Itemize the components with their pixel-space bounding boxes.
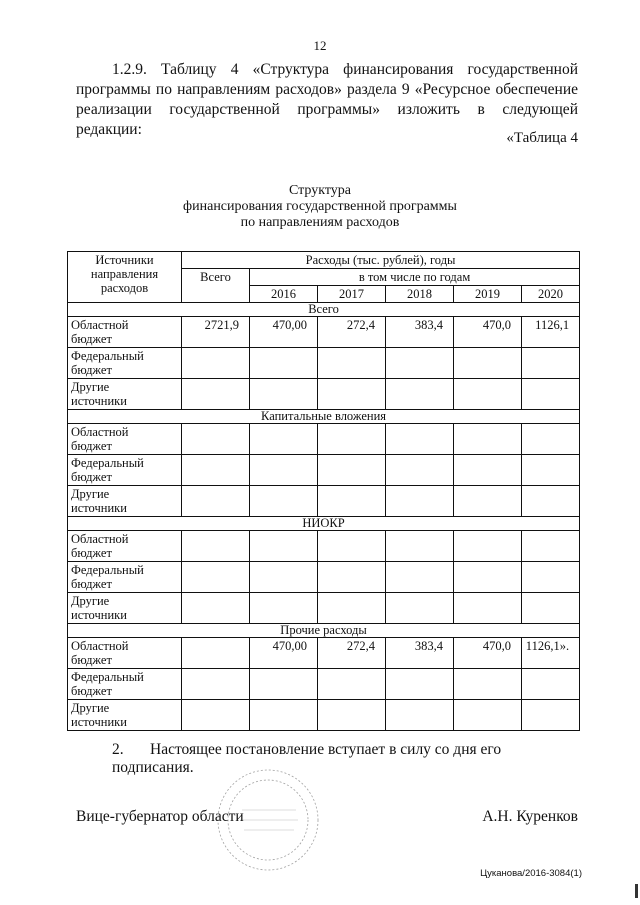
- cell-v2020: [522, 593, 580, 624]
- cell-v2019: 470,0: [454, 638, 522, 669]
- row-label: [68, 486, 182, 517]
- cell-v2016: [250, 531, 318, 562]
- row-label-line-1: Федеральный: [71, 563, 144, 577]
- cell-v2020: [522, 379, 580, 410]
- row-label: [68, 424, 182, 455]
- table-heading: [0, 183, 640, 231]
- header-year: 2019: [454, 286, 522, 303]
- row-label-line-2: бюджет: [71, 332, 112, 346]
- row-label: [68, 455, 182, 486]
- cell-v2017: [318, 486, 386, 517]
- cell-total: [182, 531, 250, 562]
- cell-v2020: [522, 486, 580, 517]
- page-number: 12: [313, 38, 327, 53]
- header-by-years: в том числе по годам: [250, 269, 580, 286]
- financing-table: [67, 251, 580, 731]
- cell-v2020: 1126,1».: [522, 638, 580, 669]
- table-row: [68, 424, 580, 455]
- cell-total: [182, 348, 250, 379]
- cell-v2020: [522, 531, 580, 562]
- document-code: Цуканова/2016-3084(1): [480, 868, 582, 879]
- amendment-paragraph: 1.2.9. Таблицу 4 «Структура финансирования государственной программы по направлениям расходов» раздела 9 «Ресурсное обеспечение реализации государственной программы» изложить в следующей редакции:: [76, 61, 578, 138]
- cell-v2018: [386, 348, 454, 379]
- cell-v2018: [386, 531, 454, 562]
- row-label: [68, 348, 182, 379]
- cell-v2017: [318, 348, 386, 379]
- heading-line-3: по направлениям расходов: [240, 215, 400, 230]
- header-year: 2020: [522, 286, 580, 303]
- cell-v2020: [522, 700, 580, 731]
- cell-v2019: [454, 593, 522, 624]
- cell-v2016: [250, 669, 318, 700]
- table-row: [68, 531, 580, 562]
- cell-v2018: [386, 593, 454, 624]
- scan-edge-mark: [635, 884, 638, 898]
- cell-v2017: [318, 593, 386, 624]
- cell-v2018: [386, 700, 454, 731]
- effective-paragraph: [112, 741, 582, 777]
- header-year: 2018: [386, 286, 454, 303]
- heading-line-2: финансирования государственной программы: [183, 199, 457, 214]
- paragraph-text: Настоящее постановление вступает в силу со дня его подписания.: [112, 741, 502, 776]
- row-label: [68, 562, 182, 593]
- cell-v2019: [454, 562, 522, 593]
- paragraph-number: 2.: [112, 741, 124, 758]
- cell-total: [182, 379, 250, 410]
- cell-total: [182, 593, 250, 624]
- cell-v2020: [522, 562, 580, 593]
- cell-v2019: [454, 455, 522, 486]
- row-label-line-1: Областной: [71, 639, 129, 653]
- cell-total: [182, 700, 250, 731]
- cell-v2016: [250, 455, 318, 486]
- table-row: [68, 455, 580, 486]
- table-row: [68, 379, 580, 410]
- row-label-line-1: Областной: [71, 318, 129, 332]
- row-label-line-2: бюджет: [71, 577, 112, 591]
- section-row: [68, 410, 580, 424]
- header-expenses: Расходы (тыс. рублей), годы: [182, 252, 580, 269]
- cell-v2016: [250, 424, 318, 455]
- cell-v2019: [454, 669, 522, 700]
- cell-v2018: [386, 379, 454, 410]
- row-label: [68, 379, 182, 410]
- row-label: [68, 593, 182, 624]
- table-row: [68, 669, 580, 700]
- section-title: НИОКР: [68, 517, 580, 531]
- cell-v2017: [318, 531, 386, 562]
- cell-v2019: [454, 531, 522, 562]
- row-label: [68, 669, 182, 700]
- row-label-line-2: бюджет: [71, 684, 112, 698]
- table-row: [68, 562, 580, 593]
- cell-total: [182, 424, 250, 455]
- signatory-name: А.Н. Куренков: [482, 808, 578, 825]
- table-row: [68, 317, 580, 348]
- cell-v2020: [522, 424, 580, 455]
- row-label-line-1: Другие: [71, 487, 110, 501]
- table-row: [68, 348, 580, 379]
- cell-v2018: 383,4: [386, 638, 454, 669]
- cell-v2020: 1126,1: [522, 317, 580, 348]
- cell-v2018: 383,4: [386, 317, 454, 348]
- cell-v2020: [522, 669, 580, 700]
- row-label-line-2: бюджет: [71, 653, 112, 667]
- row-label-line-1: Другие: [71, 594, 110, 608]
- table-row: [68, 486, 580, 517]
- cell-total: [182, 638, 250, 669]
- row-label-line-1: Областной: [71, 532, 129, 546]
- row-label-line-1: Федеральный: [71, 349, 144, 363]
- cell-v2018: [386, 486, 454, 517]
- cell-v2017: 272,4: [318, 317, 386, 348]
- header-year: 2016: [250, 286, 318, 303]
- cell-v2019: [454, 348, 522, 379]
- row-label-line-2: источники: [71, 501, 127, 515]
- cell-v2016: [250, 593, 318, 624]
- cell-v2020: [522, 348, 580, 379]
- cell-v2017: [318, 562, 386, 593]
- cell-total: [182, 486, 250, 517]
- cell-v2017: [318, 669, 386, 700]
- cell-v2018: [386, 669, 454, 700]
- cell-v2020: [522, 455, 580, 486]
- cell-v2018: [386, 455, 454, 486]
- cell-v2017: [318, 455, 386, 486]
- row-label-line-2: бюджет: [71, 470, 112, 484]
- cell-v2016: 470,00: [250, 317, 318, 348]
- row-label: [68, 700, 182, 731]
- cell-total: 2721,9: [182, 317, 250, 348]
- row-label-line-2: бюджет: [71, 546, 112, 560]
- row-label-line-2: бюджет: [71, 363, 112, 377]
- row-label-line-1: Областной: [71, 425, 129, 439]
- cell-v2018: [386, 424, 454, 455]
- table-row: [68, 593, 580, 624]
- row-label-line-2: бюджет: [71, 439, 112, 453]
- row-label-line-1: Другие: [71, 380, 110, 394]
- row-label-line-1: Федеральный: [71, 456, 144, 470]
- row-label-line-2: источники: [71, 394, 127, 408]
- cell-v2017: [318, 700, 386, 731]
- cell-v2019: [454, 486, 522, 517]
- section-row: [68, 303, 580, 317]
- row-label-line-2: источники: [71, 608, 127, 622]
- cell-v2019: [454, 424, 522, 455]
- cell-v2016: [250, 700, 318, 731]
- cell-v2016: 470,00: [250, 638, 318, 669]
- section-row: [68, 517, 580, 531]
- heading-line-1: Структура: [288, 183, 352, 198]
- cell-v2017: [318, 379, 386, 410]
- section-title: Капитальные вложения: [68, 410, 580, 424]
- header-year: 2017: [318, 286, 386, 303]
- cell-v2017: 272,4: [318, 638, 386, 669]
- header-total: Всего: [182, 269, 250, 303]
- cell-total: [182, 669, 250, 700]
- row-label-line-2: источники: [71, 715, 127, 729]
- section-title: Всего: [68, 303, 580, 317]
- section-row: [68, 624, 580, 638]
- row-label: [68, 317, 182, 348]
- table-caption: «Таблица 4: [506, 130, 578, 146]
- table-row: [68, 638, 580, 669]
- cell-v2019: [454, 700, 522, 731]
- section-title: Прочие расходы: [68, 624, 580, 638]
- row-label: [68, 531, 182, 562]
- row-label: [68, 638, 182, 669]
- cell-v2016: [250, 379, 318, 410]
- row-label-line-1: Другие: [71, 701, 110, 715]
- header-source: Источники направления расходов: [68, 252, 182, 303]
- cell-v2018: [386, 562, 454, 593]
- cell-total: [182, 562, 250, 593]
- cell-v2016: [250, 486, 318, 517]
- row-label-line-1: Федеральный: [71, 670, 144, 684]
- cell-v2016: [250, 348, 318, 379]
- cell-v2016: [250, 562, 318, 593]
- cell-v2019: [454, 379, 522, 410]
- table-row: [68, 700, 580, 731]
- table-body: [68, 303, 580, 731]
- cell-v2017: [318, 424, 386, 455]
- cell-v2019: 470,0: [454, 317, 522, 348]
- cell-total: [182, 455, 250, 486]
- signatory-position: Вице-губернатор области: [76, 808, 244, 825]
